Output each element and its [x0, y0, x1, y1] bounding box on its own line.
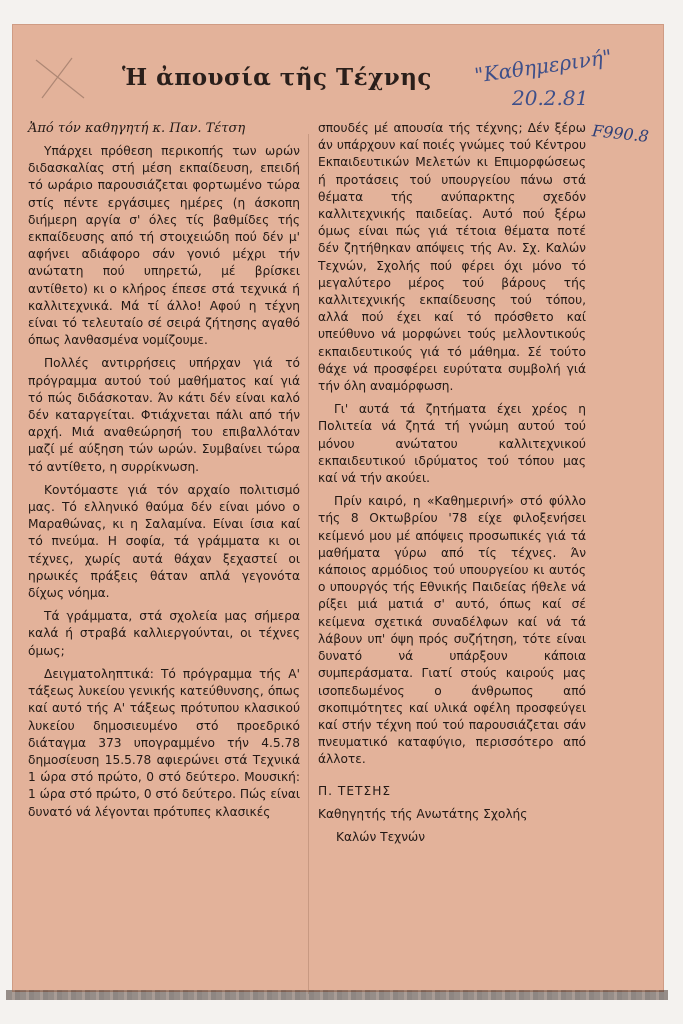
- column-left: [28, 120, 300, 827]
- signature-title-line1: Καθηγητής τής Ανωτάτης Σχολής: [318, 806, 528, 821]
- signature-name: Π. ΤΕΤΣΗΣ: [318, 783, 392, 798]
- column-divider: [308, 134, 309, 994]
- handwritten-archive-code: F990.8: [591, 121, 650, 146]
- headline: Ἡ ἀπουσία τῆς Τέχνης: [122, 64, 432, 91]
- pencil-mark-icon: [32, 54, 92, 104]
- paragraph: Γι' αυτά τά ζητήματα έχει χρέος η Πολιτεία νά ζητά τή γνώμη αυτού τού μόνου ανώτατου καλλιτεχνικού εκπαιδευτικού ιδρύματος τού τόπου μας καί νά τήν ακούει.: [318, 402, 586, 486]
- paragraph: Τά γράμματα, στά σχολεία μας σήμερα καλά ή στραβά καλλιεργούνται, οι τέχνες όμως;: [28, 609, 300, 658]
- paragraph: Πολλές αντιρρήσεις υπήρχαν γιά τό πρόγραμμα αυτού τού μαθήματος καί γιά τό πώς διδάσκοταν. Άν κάτι δέν είναι καλό δέν καταργείται. Φτιάχνεται πάλι από τήν αρχή. Μιά αναθεώρησή του επιβαλλόταν μαζί μέ αύξηση τών ωρών. Συμβαίνει τώρα τό αντίθετο, η συρρίκνωση.: [28, 356, 300, 474]
- paragraph: Πρίν καιρό, η «Καθημερινή» στό φύλλο τής 8 Οκτωβρίου '78 είχε φιλοξενήσει κείμενό μου μέ απόψεις προσωπικές γιά τά μαθήματα γύρω από τίς τέχνες. Άν κάποιος αρμόδιος τού υπουργείου κι αυτός ο υπουργός τής Εθνικής Παιδείας ήθελε νά ρίξει μιά ματιά σ' αυτό, όπως καί σέ κείμενα σχετικά συναδέλφων καί νά τά λάβουν υπ' όψη πρός συζήτηση, τότε είναι δυνατό νά υπάρξουν κάποια συμπεράσματα. Γιατί στούς καιρούς μας ισοπεδωμένος ο άνθρωπος από σκοπιμότητες καί υλικά οφέλη προσφεύγει καί στήν τέχνη πού τού παρουσιάζεται σάν πνευματικό καταφύγιο, περισσότερο από άλλοτε.: [318, 494, 586, 767]
- paragraph: σπουδές μέ απουσία τής τέχνης; Δέν ξέρω άν υπάρχουν καί ποιές γνώμες τού Κέντρου Εκπαιδευτικών Μελετών κι Επιμορφώσεως ή προτάσεις τού υπουργείου πάνω στά θέματα τής ανύπαρκτης σχεδόν καλλιτεχνικής παιδείας. Αυτό πού ξέρω όμως είναι πώς γιά τέτοια θέματα ποτέ δέν ζητήθηκαν απόψεις τής Αν. Σχ. Καλών Τεχνών, Σχολής πού φέρει όχι μόνο τό μεγαλύτερο μέρος τού βάρους τής καλλιτεχνικής εκπαίδευσης τού τόπου, αλλά πού έχει καί τό πρόσθετο καί υπεύθυνο νά μορφώνει τούς μελλοντικούς εκπαιδευτικούς γιά τό μάθημα. Σέ τούτο θάχε νά προσφέρει ευρύτατα συμβολή γιά τήν όλη αναμόρφωση.: [318, 121, 586, 394]
- paragraph: Δειγματοληπτικά: Τό πρόγραμμα τής Α' τάξεως λυκείου γενικής κατεύθυνσης, όπως καί αυτό τής Α' τάξεως πρότυπου κλασικού λυκείου δημοσιευμένο στό προεδρικό διάταγμα 373 υπογραμμένο τήν 4.5.78 δημοσίευση 15.5.78 αφιερώνει στά Τεχνικά 1 ώρα στό πρώτο, 0 στό δεύτερο. Μουσική: 1 ώρα στό πρώτο, 0 στό δεύτερο. Πώς είναι δυνατό νά λέγονται πρότυπες κλασικές: [28, 666, 300, 819]
- byline: Ἀπό τόν καθηγητή κ. Παν. Τέτση: [28, 121, 246, 136]
- handwritten-date: 20.2.81: [512, 86, 589, 110]
- handwritten-source: "Καθημερινή": [473, 44, 614, 88]
- paragraph: Κοντόμαστε γιά τόν αρχαίο πολιτισμό μας. Τό ελληνικό θαύμα δέν είναι μόνο ο Μαραθώνας, κι η Σαλαμίνα. Είναι ίσια καί τό πνεύμα. Η σοφία, τά γράμματα κι οι τέχνες, χωρίς αυτά θάχαν ξεχαστεί οι ηρωικές πράξεις θάταν απλά γεγονότα δίχως νόημα.: [28, 482, 300, 601]
- signature-title-line2: Καλών Τεχνών: [336, 829, 426, 844]
- column-right: [318, 120, 586, 852]
- newspaper-clipping: [12, 24, 664, 992]
- paragraph: Υπάρχει πρόθεση περικοπής των ωρών διδασκαλίας στή μέση εκπαίδευση, επειδή τό ωράριο παρουσιάζεται φορτωμένο τώρα στίς πέντε εργάσιμες ημέρες (η άσκοπη διήμερη αργία σ' όλες τίς βαθμίδες τής εκπαίδευσης από τή στοιχειώδη πού δέν μ' αφήνει αδιάφορο σάν γονιό μέχρι τήν ανώτατη πού υπηρετώ, μέ βρίσκει αντίθετο) κι ο κλήρος έπεσε στά τεχνικά ή καλλιτεχνικά. Μά τί άλλο! Αφού η τέχνη είναι τό τελευταίο σέ σειρά ζήτησης αγαθό όπως λανθασμένα νομίζουμε.: [28, 144, 300, 348]
